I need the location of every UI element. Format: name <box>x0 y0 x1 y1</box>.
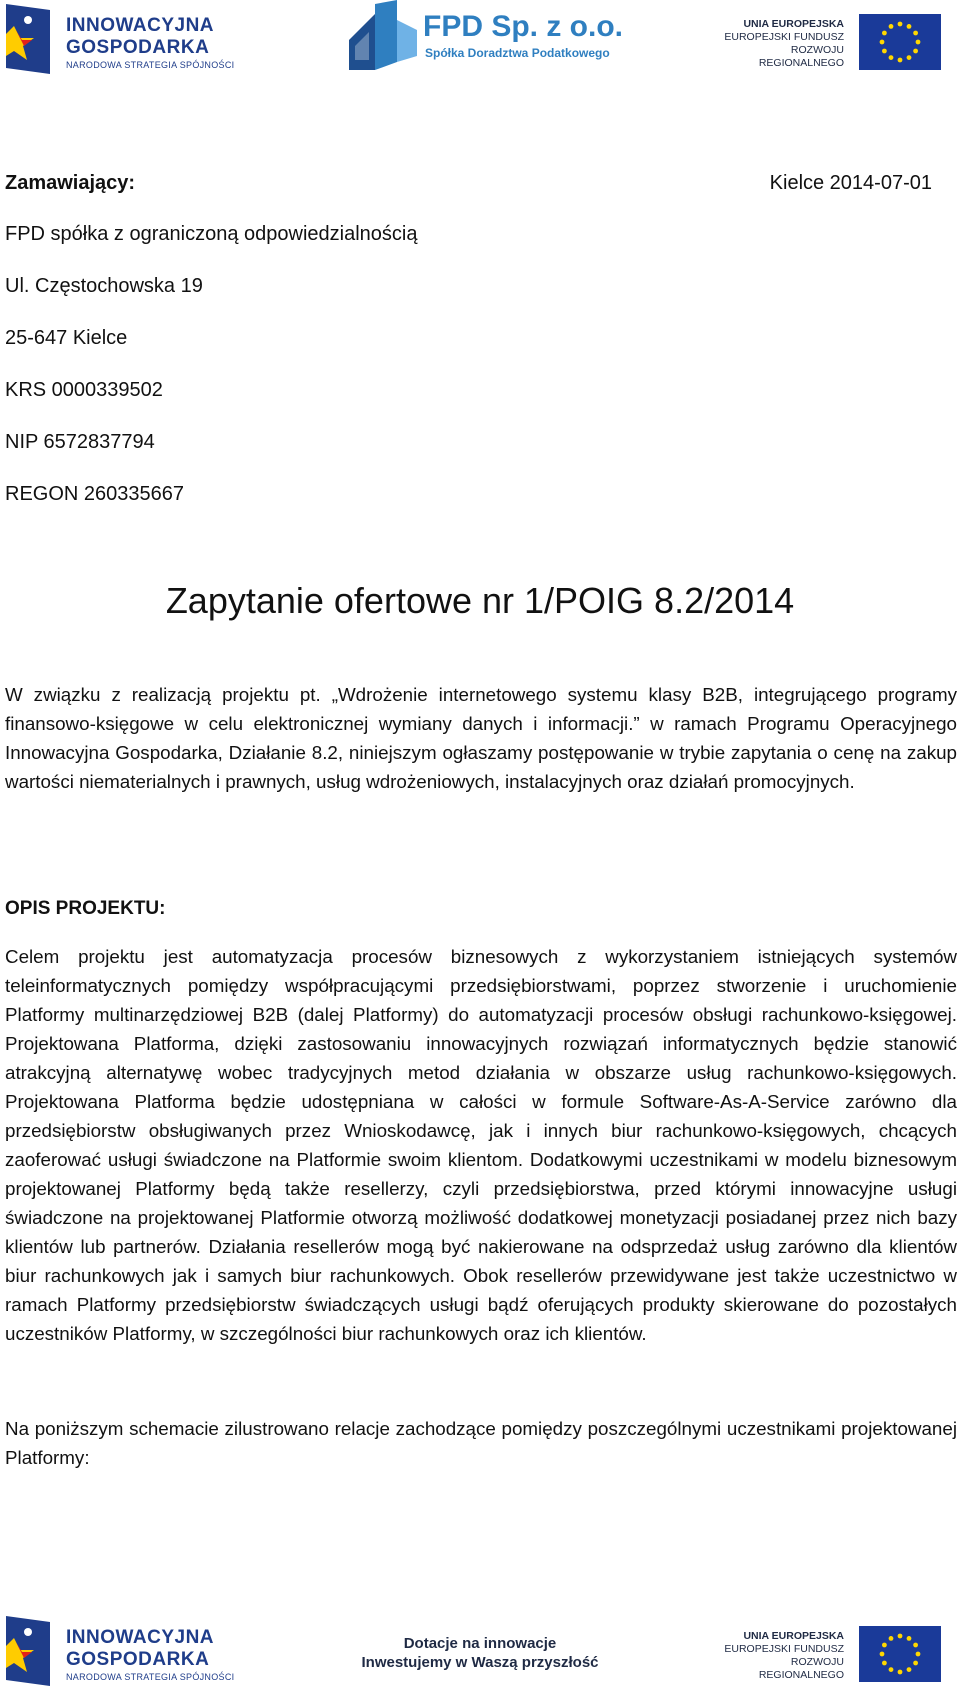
footer-eu-logo <box>714 1626 944 1684</box>
footer-logo-bar <box>0 1612 960 1692</box>
orderer-krs: KRS 0000339502 <box>5 379 163 401</box>
footer-slogan-line2: Inwestujemy w Waszą przyszłość <box>361 1654 599 1671</box>
orderer-regon: REGON 260335667 <box>5 483 185 505</box>
section-heading: OPIS PROJEKTU: <box>5 898 166 919</box>
ig-star-icon <box>6 4 50 74</box>
fpd-title: FPD Sp. z o.o. <box>423 10 623 43</box>
footer-ig-star-icon <box>6 1616 50 1686</box>
innowacyjna-gospodarka-logo <box>6 4 236 74</box>
eu-flag-icon <box>859 14 941 70</box>
ig-line3: NARODOWA STRATEGIA SPÓJNOŚCI <box>66 60 235 70</box>
orderer-label: Zamawiający: <box>5 172 136 194</box>
description-paragraph: Celem projektu jest automatyzacja procesów biznesowych z wykorzystaniem istniejących systemów teleinformatycznych pomiędzy współpracującymi przedsiębiorstwami, poprzez stworzenie i uruchomienie Platformy multinarzędziowej B2B (dalej Platformy) do automatyzacji procesów obsługi rachunkowo-księgowej. Projektowana Platforma, dzięki zastosowaniu innowacyjnych rozwiązań informatycznych będzie stanowić atrakcyjną alternatywę wobec tradycyjnych metod działania w obszarze usług rachunkowo-księgowych. Projektowana Platforma będzie udostępniana w całości w formule Software-As-A-Service zarówno dla przedsiębiorstw obsługiwanych przez Wnioskodawcę, jak i innych biur rachunkowo-księgowych, chcących zaoferować usługi świadczone na Platformie swoim klientom. Dodatkowymi uczestnikami w modelu biznesowym projektowanej Platformy będą także resellerzy, czyli przedsiębiorstwa, przed którymi innowacyjne usługi świadczone na projektowanej Platformie otworzą możliwość dodatkowej monetyzacji posiadanej przez nich bazy klientów lub partnerów. Działania resellerów mogą być nakierowane na odsprzedaż usług zarówno dla klientów biur rachunkowych jak i samych biur rachunkowych. Obok resellerów przewidywane jest także uczestnictwo w ramach Platformy przedsiębiorstw świadczących usługi bądź oferujących produkty skierowane do pozostałych uczestników Platformy, w szczególności biur rachunkowych oraz ich klientów. <box>5 946 957 1344</box>
eu-line2: EUROPEJSKI FUNDUSZ <box>724 31 844 43</box>
eu-logo <box>714 14 944 72</box>
document-date: Kielce 2014-07-01 <box>769 172 932 194</box>
orderer-city: 25-647 Kielce <box>5 327 128 349</box>
ig-line1: INNOWACYJNA <box>66 15 215 36</box>
orderer-name: FPD spółka z ograniczoną odpowiedzialnością <box>5 223 418 245</box>
footer-ig-line2: GOSPODARKA <box>66 1649 210 1670</box>
orderer-street: Ul. Częstochowska 19 <box>5 275 203 297</box>
eu-text <box>714 18 844 70</box>
footer-eu-line2: EUROPEJSKI FUNDUSZ <box>724 1643 844 1655</box>
footer-slogan <box>350 1634 610 1672</box>
schema-intro-paragraph: Na poniższym schemacie zilustrowano relacje zachodzące pomiędzy poszczególnymi uczestnikami projektowanej Platformy: <box>5 1418 957 1468</box>
fpd-building-icon <box>345 0 421 72</box>
eu-line3: ROZWOJU REGIONALNEGO <box>758 44 844 69</box>
header-logo-bar <box>0 0 960 80</box>
footer-ig-line3: NARODOWA STRATEGIA SPÓJNOŚCI <box>66 1672 235 1682</box>
orderer-nip: NIP 6572837794 <box>5 431 155 453</box>
footer-ig-line1: INNOWACYJNA <box>66 1627 215 1648</box>
footer-eu-text <box>714 1630 844 1682</box>
fpd-logo <box>345 0 623 72</box>
footer-innowacyjna-gospodarka-logo <box>6 1616 236 1686</box>
ig-line2: GOSPODARKA <box>66 37 210 58</box>
document-title: Zapytanie ofertowe nr 1/POIG 8.2/2014 <box>165 580 795 621</box>
footer-eu-flag-icon <box>859 1626 941 1682</box>
fpd-subtitle: Spółka Doradztwa Podatkowego <box>425 46 610 60</box>
eu-line1: UNIA EUROPEJSKA <box>743 18 844 30</box>
footer-eu-line1: UNIA EUROPEJSKA <box>743 1630 844 1642</box>
footer-slogan-line1: Dotacje na innowacje <box>403 1635 557 1652</box>
footer-eu-line3: ROZWOJU REGIONALNEGO <box>758 1656 844 1681</box>
intro-paragraph: W związku z realizacją projektu pt. „Wdrożenie internetowego systemu klasy B2B, integrującego programy finansowo-księgowe w celu elektronicznej wymiany danych i informacji.” w ramach Programu Operacyjnego Innowacyjna Gospodarka, Działanie 8.2, niniejszym ogłaszamy postępowanie w trybie zapytania o cenę na zakup wartości niematerialnych i prawnych, usług wdrożeniowych, instalacyjnych oraz działań promocyjnych. <box>5 684 957 792</box>
